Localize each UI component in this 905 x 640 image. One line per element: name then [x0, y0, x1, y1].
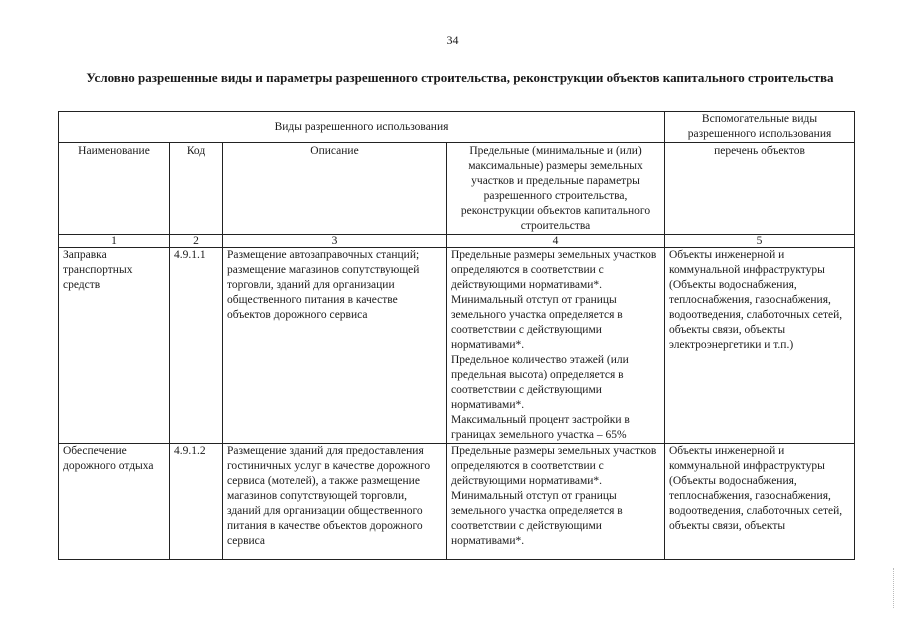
row-description: Размещение зданий для предоставления гостиничных услуг в качестве дорожного сервиса (мотелей), а также размещение магазинов сопутствующей торговли, зданий для организации общественного питания в качестве объектов дорожного сервиса [223, 444, 447, 560]
header-name: Наименование [59, 143, 170, 235]
table-row [59, 444, 855, 560]
param-line: Предельные размеры земельных участков определяются в соответствии с действующими нормативами*. [451, 445, 657, 487]
header-code: Код [170, 143, 223, 235]
page-number: 34 [446, 33, 459, 47]
column-number: 3 [223, 235, 447, 248]
param-line: Предельные размеры земельных участков определяются в соответствии с действующими нормативами*. [451, 249, 657, 291]
row-aux: Объекты инженерной и коммунальной инфраструктуры (Объекты водоснабжения, теплоснабжения, газоснабжения, водоотведения, слаботочных сетей, объекты связи, объекты электроэнергетики и т.п.) [665, 248, 855, 444]
column-number-row [59, 235, 855, 248]
row-code: 4.9.1.2 [170, 444, 223, 560]
header-params: Предельные (минимальные и (или) максимальные) размеры земельных участков и предельные параметры разрешенного строительства, реконструкции объектов капитального строительства [447, 143, 665, 235]
row-name: Обеспечение дорожного отдыха [59, 444, 170, 560]
row-code: 4.9.1.1 [170, 248, 223, 444]
row-aux: Объекты инженерной и коммунальной инфраструктуры (Объекты водоснабжения, теплоснабжения, газоснабжения, водоотведения, слаботочных сетей, объекты связи, объекты [665, 444, 855, 560]
row-params [447, 444, 665, 560]
header-group-aux: Вспомогательные виды разрешенного использования [665, 112, 855, 143]
header-aux-objects: перечень объектов [665, 143, 855, 235]
document-title: Условно разрешенные виды и параметры разрешенного строительства, реконструкции объектов капитального строительства [86, 70, 834, 85]
param-line: Предельное количество этажей (или предельная высота) определяется в соответствии с действующими нормативами*. [451, 354, 629, 411]
column-number: 5 [665, 235, 855, 248]
regulations-table [58, 111, 855, 560]
param-line: Максимальный процент застройки в границах земельного участка – 65% [451, 414, 630, 441]
row-name: Заправка транспортных средств [59, 248, 170, 444]
column-number: 2 [170, 235, 223, 248]
scan-artifact [893, 568, 897, 608]
header-description: Описание [223, 143, 447, 235]
param-line: Минимальный отступ от границы земельного участка определяется в соответствии с действующими нормативами*. [451, 294, 623, 351]
column-number: 1 [59, 235, 170, 248]
param-line: Минимальный отступ от границы земельного участка определяется в соответствии с действующими нормативами*. [451, 490, 623, 547]
column-number: 4 [447, 235, 665, 248]
row-description: Размещение автозаправочных станций; размещение магазинов сопутствующей торговли, зданий для организации общественного питания в качестве объектов дорожного сервиса [223, 248, 447, 444]
header-group-main: Виды разрешенного использования [59, 112, 665, 143]
row-params [447, 248, 665, 444]
table-row [59, 248, 855, 444]
